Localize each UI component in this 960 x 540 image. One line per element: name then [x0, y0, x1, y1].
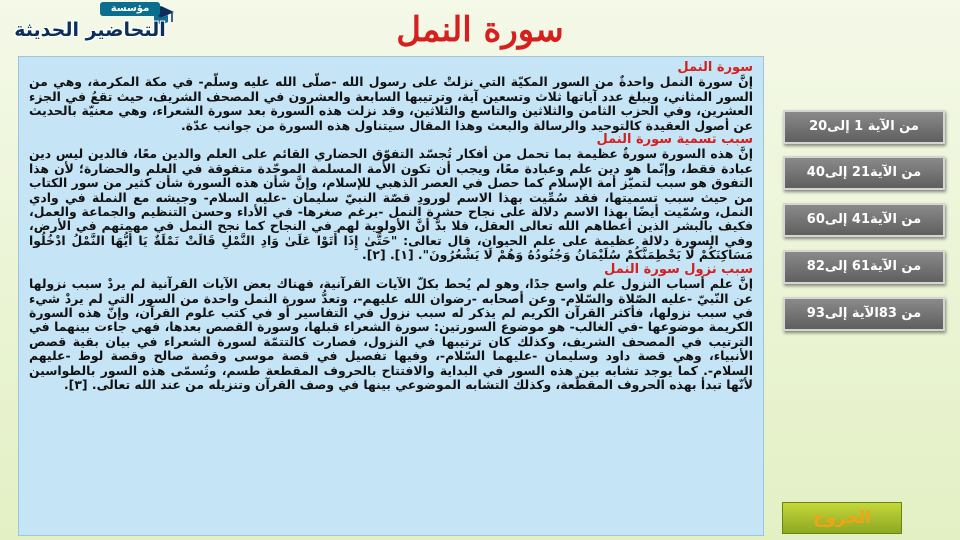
section-heading: سبب تسمية سورة النمل: [596, 132, 753, 148]
section-text: إنَّ علم أسباب النزول علم واسع جدًا، وهو لم يُحط بكلّ الآيات القرآنية، فهناك بعض الآيات القرآنية لم يردْ سبب نزولها عن النّبيّ -عليه الصّلاة والسّلام- وعن أصحابه -رضوان الله عليهم-، وتعدُّ سورة النمل واحدة من السور التي لم يردْ شيء في سبب نزولها، فأكثر القرآن الكريم لم يذكر له سبب نزول في التفاسير أو في كتب علوم القرآن، وإنّ هذه السورة الكريمة موضوعها -في الغالب- هو موضوع السورتين: سورة الشعراء قبلها، وسورة القصص بعدها، فهي جاءت بينهما في الترتيب في المصحف الشريف، وكذلك كان ترتيبها في النزول، فصارت كالتتمّة لسورة الشعراء في بيان بقية قصص الأنبياء، وهي قصة داود وسليمان -عليهما السّلام-، وفيها تفصيل في قصة موسى وقصة صالح وقصة لوط -عليهم السلام-. كما يوجد تشابه بين هذه السور في البداية والافتتاح بالحروف المقطعة طسم، وتُسمّى هذه السور بالطواسين لأنّها تبدأ بهذه الحروف المقطّعة، وكذلك التشابه الموضوعي بينها في وصف القرآن وتنزيله من عند الله تعالى. [٣].: [29, 276, 753, 392]
exit-button[interactable]: الخروج: [782, 502, 902, 534]
logo: [0, 0, 180, 48]
nav-button-verses-21-40[interactable]: من الآية21 إلى40: [783, 156, 945, 190]
page-title: سورة النمل: [396, 10, 564, 50]
nav-button-verses-1-20[interactable]: من الآية 1 إلى20: [783, 110, 945, 144]
content-panel: [18, 56, 764, 536]
nav-button-verses-83-93[interactable]: من 83الآية إلى93: [783, 297, 945, 331]
section-text: إنَّ هذه السورة سورةٌ عظيمة بما تحمل من أفكار تُجسّد التفوّق الحضاري القائم على العلم والدين معًا، فالدين ليس دين عبادة فقط، وإنّما هو دين علم وعبادة معًا، ويجب أن تكون الأمة المسلمة الموحّدة متفوقة في العلم والحضارة؛ لأن هذا التفوق هو سبب لتميّز أمة الإسلام كما حصل في العصر الذهبي للإسلام، وإنَّ شأن هذه السورة شأن كثير من سور الكتاب من حيث سبب تسميتها، فقد سُمِّيت بهذا الاسم لورودِ قصّة النبيّ سليمان -عليه السلام- وجيشه مع النملة في وادي النمل، وسُمّيت أيضًا بهذا الاسم دلالة على نجاح حشرة النمل -برغم صغرها- في الأداء وحسن التنظيم والجماعة والعمل، فكيف بالبشر الذين أعطاهم الله تعالى العقل، فلا بدَّ أنَّ الأولوية لهم في النجاح كما نجح النمل في مهمتهم في الأرض، وفي السورة دلالة عظيمة على علم الحيوان، قال تعالى: "حَتَّىٰ إِذَا أَتَوْا عَلَىٰ وَادِ النَّمْلِ قَالَتْ نَمْلَةٌ يَا أَيُّهَا النَّمْلُ ادْخُلُوا مَسَاكِنَكُمْ لَا يَحْطِمَنَّكُمْ سُلَيْمَانُ وَجُنُودُهُ وَهُمْ لَا يَشْعُرُونَ". [١]. [٢].: [29, 146, 753, 263]
section-text: إنَّ سورة النمل واحدةٌ من السور المكيّة التي نزلتْ على رسول الله -صلّى الله عليه وسلّم- في مكة المكرمة، وهي من السور المثاني، ويبلغ عدد آياتها ثلاث وتسعين آية، وترتيبها السابعة والعشرون في المصحف الشريف، حيث تقعُ في الجزء العشرين، وفي الحزب الثامن والثلاثين والتاسع والثلاثين، وقد نزلت هذه السورة بعد سورة الشعراء، وهي معنيّة بالحديث عن أصول العقيدة كالتوحيد والرسالة والبعث وهذا المقال سيتناول هذه السورة من جوانب عدّة.: [29, 74, 753, 133]
section-heading: سبب نزول سورة النمل: [604, 261, 753, 277]
section-heading: سورة النمل: [677, 60, 753, 75]
logo-title: التحاضير الحديثة: [14, 19, 166, 41]
nav-button-verses-41-60[interactable]: من الآية41 إلى60: [783, 203, 945, 237]
nav-button-verses-61-82[interactable]: من الآية61 إلى82: [783, 250, 945, 284]
logo-subtitle: مؤسسة: [100, 2, 160, 16]
